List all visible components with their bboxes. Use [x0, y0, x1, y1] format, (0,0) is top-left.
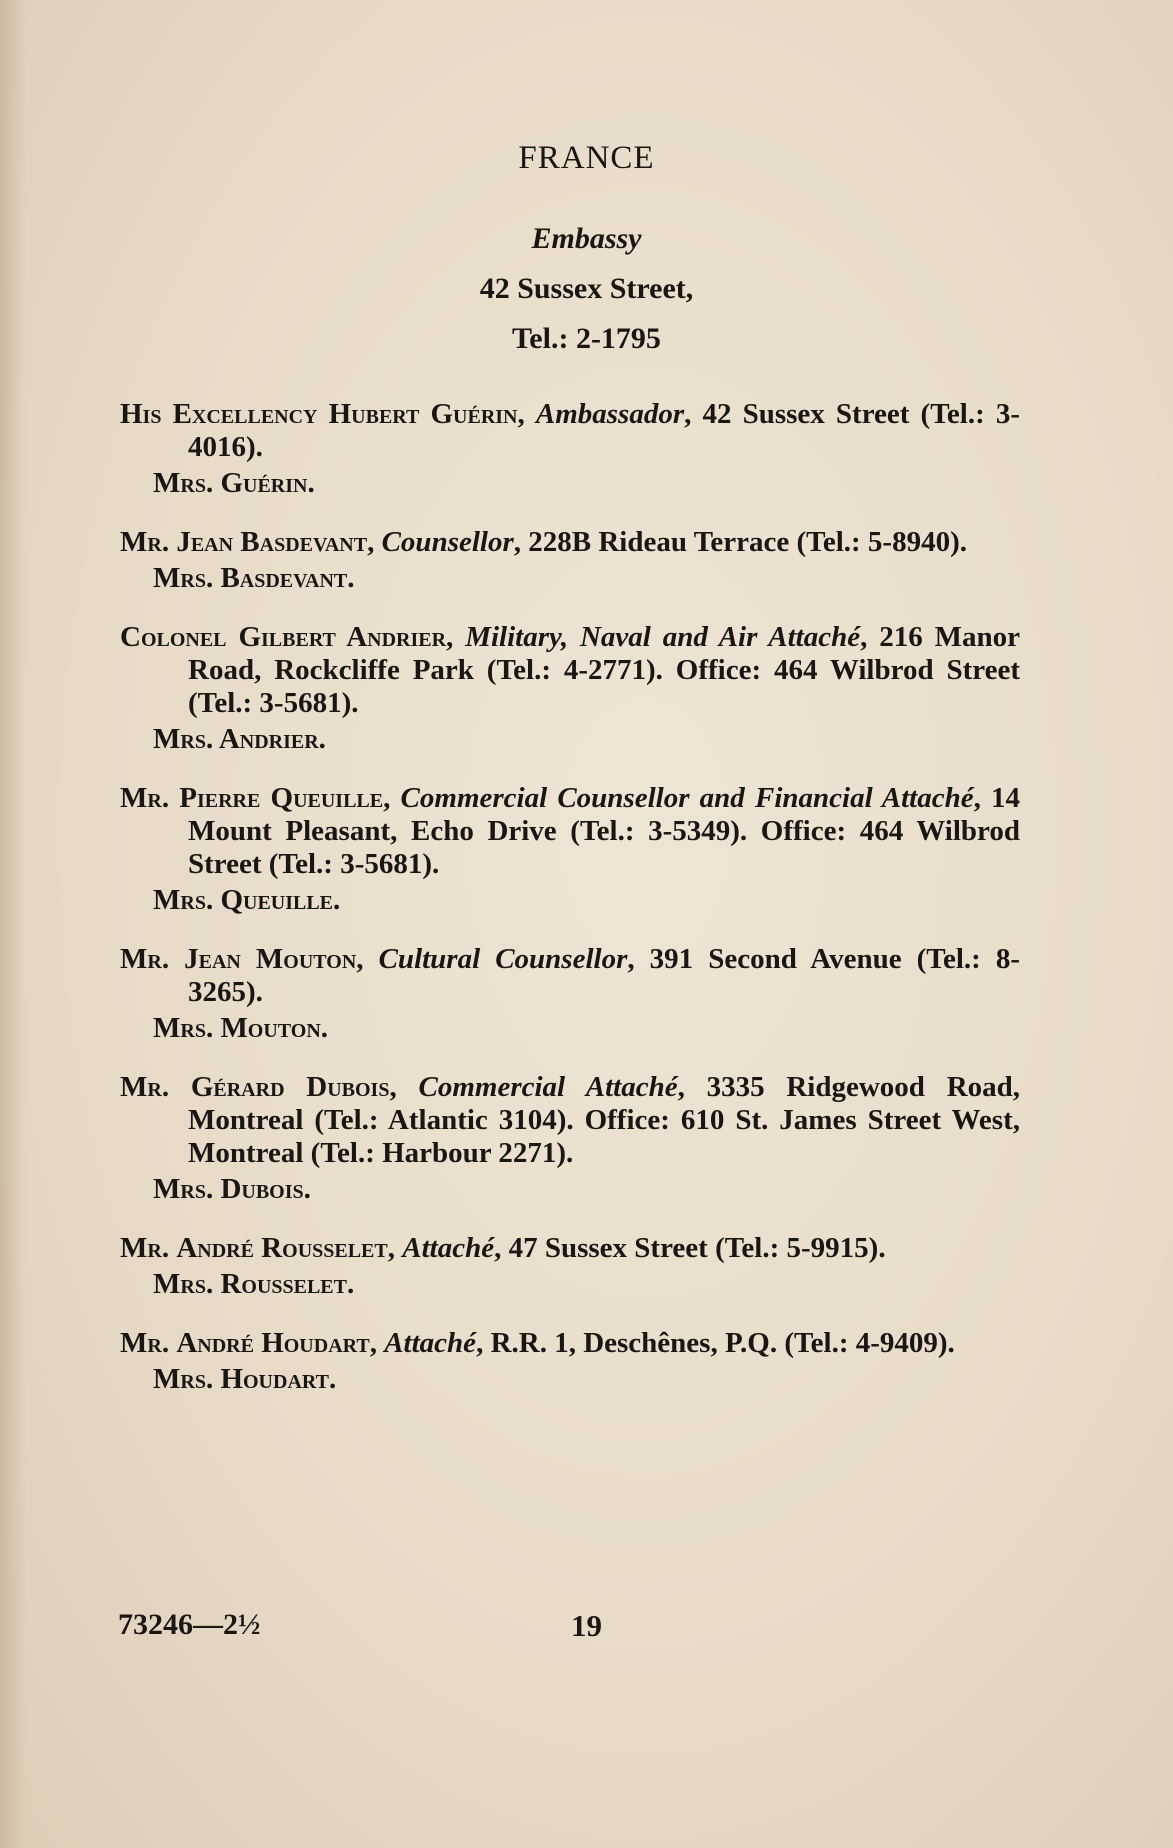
entry-title: Mr. — [120, 526, 170, 558]
entry-details: R.R. 1, Deschênes, P.Q. (Tel.: 4-9409). — [490, 1327, 955, 1359]
entry-spouse: Mrs. Houdart. — [153, 1363, 337, 1395]
print-code: 73246—2½ — [118, 1608, 261, 1641]
staff-entry: Mr. Gérard Dubois, Commercial Attaché, 3335 Ridgewood Road, Montreal (Tel.: Atlantic 3104). Office: 610 St. James Street West, Montreal (Tel.: Harbour 2271). Mrs. Dubois. — [120, 1071, 1021, 1205]
country-heading: FRANCE — [518, 140, 655, 176]
entry-spouse: Mrs. Basdevant. — [153, 562, 355, 594]
staff-entry: His Excellency Hubert Guérin, Ambassador, 42 Sussex Street (Tel.: 3-4016). Mrs. Guérin. — [120, 398, 1020, 499]
embassy-telephone: Tel.: 2-1795 — [512, 322, 661, 355]
entry-position: Attaché — [402, 1232, 495, 1264]
entry-name: Pierre Queuille — [179, 782, 384, 814]
entry-spouse: Mrs. Dubois. — [153, 1173, 311, 1205]
entry-name: Gérard Dubois — [190, 1071, 390, 1103]
staff-entry: Mr. Pierre Queuille, Commercial Counsellor and Financial Attaché, 14 Mount Pleasant, Echo Drive (Tel.: 3-5349). Office: 464 Wilbrod Street (Tel.: 3-5681). Mrs. Queuille. — [120, 782, 1021, 916]
staff-list — [120, 398, 1020, 1422]
entry-position: Commercial Counsellor and Financial Attaché — [400, 782, 974, 814]
entry-title: Mr. — [120, 782, 170, 814]
entry-name: André Houdart — [176, 1327, 370, 1359]
entry-spouse: Mrs. Andrier. — [153, 723, 326, 755]
entry-details: 216 Manor Road, Rockcliffe Park (Tel.: 4-2771). Office: 464 Wilbrod Street (Tel.: 3-5681). — [188, 621, 1021, 719]
staff-entry: Colonel Gilbert Andrier, Military, Naval and Air Attaché, 216 Manor Road, Rockcliffe Park (Tel.: 4-2771). Office: 464 Wilbrod Street (Tel.: 3-5681). Mrs. Andrier. — [120, 621, 1021, 755]
entry-title: His Excellency — [120, 398, 318, 430]
entry-spouse: Mrs. Guérin. — [153, 467, 315, 499]
entry-name: Jean Mouton — [184, 943, 357, 975]
entry-spouse: Mrs. Mouton. — [153, 1012, 329, 1044]
staff-entry: Mr. André Rousselet, Attaché, 47 Sussex Street (Tel.: 5-9915). Mrs. Rousselet. — [120, 1232, 1020, 1301]
entry-name: Jean Basdevant — [176, 526, 368, 558]
entry-details: 3335 Ridgewood Road, Montreal (Tel.: Atlantic 3104). Office: 610 St. James Street West, Montreal (Tel.: Harbour 2271). — [188, 1071, 1021, 1169]
entry-details: 391 Second Avenue (Tel.: 8-3265). — [188, 943, 1021, 1008]
entry-name: André Rousselet — [176, 1232, 388, 1264]
staff-entry: Mr. Jean Mouton, Cultural Counsellor, 391 Second Avenue (Tel.: 8-3265). Mrs. Mouton. — [120, 943, 1021, 1044]
entry-title: Mr. — [120, 943, 170, 975]
entry-name: Gilbert Andrier — [238, 621, 447, 653]
staff-entry: Mr. Jean Basdevant, Counsellor, 228B Rideau Terrace (Tel.: 5-8940). Mrs. Basdevant. — [120, 526, 1020, 595]
section-subheading: Embassy — [531, 222, 642, 255]
entry-title: Colonel — [120, 621, 227, 653]
entry-title: Mr. — [120, 1327, 170, 1359]
entry-details: 14 Mount Pleasant, Echo Drive (Tel.: 3-5349). Office: 464 Wilbrod Street (Tel.: 3-5681). — [188, 782, 1021, 880]
entry-details: 47 Sussex Street (Tel.: 5-9915). — [508, 1232, 886, 1264]
entry-details: 228B Rideau Terrace (Tel.: 5-8940). — [528, 526, 967, 558]
embassy-address: 42 Sussex Street, — [479, 272, 694, 305]
entry-position: Attaché — [384, 1327, 477, 1359]
entry-name: Hubert Guérin — [328, 398, 518, 430]
entry-spouse: Mrs. Rousselet. — [153, 1268, 355, 1300]
entry-position: Military, Naval and Air Attaché — [465, 621, 861, 653]
entry-position: Commercial Attaché — [418, 1071, 678, 1103]
entry-details: 42 Sussex Street (Tel.: 3-4016). — [188, 398, 1020, 463]
entry-title: Mr. — [120, 1232, 170, 1264]
entry-title: Mr. — [120, 1071, 170, 1103]
entry-position: Counsellor — [381, 526, 514, 558]
entry-position: Ambassador — [535, 398, 685, 430]
staff-entry: Mr. André Houdart, Attaché, R.R. 1, Deschênes, P.Q. (Tel.: 4-9409). Mrs. Houdart. — [120, 1327, 1020, 1396]
page-number: 19 — [571, 1608, 602, 1643]
entry-spouse: Mrs. Queuille. — [153, 884, 341, 916]
entry-position: Cultural Counsellor — [378, 943, 628, 975]
